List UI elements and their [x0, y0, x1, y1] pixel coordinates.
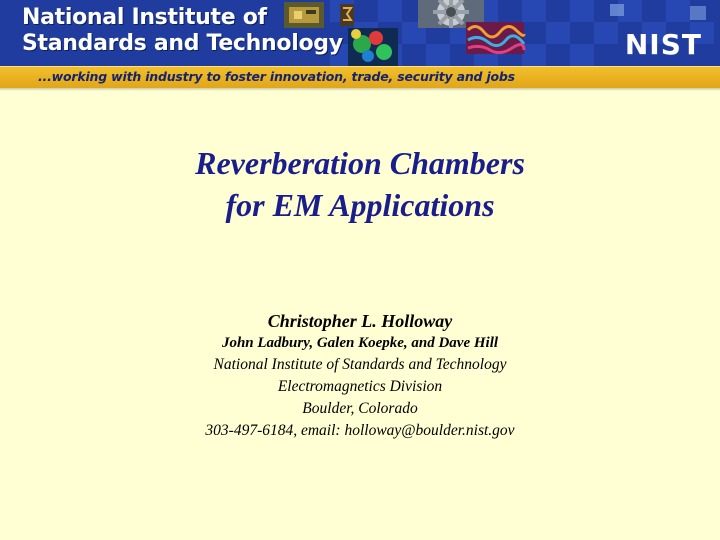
- slide-title-line2: for EM Applications: [225, 187, 495, 223]
- presenter-name: Christopher L. Holloway: [267, 311, 453, 331]
- banner-title-line2: Standards and Technology: [22, 31, 343, 56]
- contact-info: 303-497-6184, email: holloway@boulder.nist.gov: [205, 422, 515, 439]
- waveform-icon: [466, 22, 524, 54]
- slide-title: [0, 142, 720, 226]
- banner-shadow: [0, 88, 720, 91]
- tagline: ...working with industry to foster innovation, trade, security and jobs: [38, 69, 515, 84]
- division: Electromagnetics Division: [277, 378, 443, 395]
- slide-title-line1: Reverberation Chambers: [195, 145, 525, 181]
- organization: National Institute of Standards and Technology: [213, 356, 507, 373]
- tagline-bar: [0, 66, 720, 89]
- nist-logo: NIST: [624, 28, 702, 61]
- banner-title: [22, 5, 343, 57]
- header-banner: [0, 0, 720, 66]
- molecule-icon: [348, 28, 398, 66]
- coauthor-names: John Ladbury, Galen Koepke, and Dave Hill: [221, 335, 499, 351]
- author-block: [0, 309, 720, 442]
- banner-title-line1: National Institute of: [22, 5, 267, 30]
- location: Boulder, Colorado: [302, 400, 418, 417]
